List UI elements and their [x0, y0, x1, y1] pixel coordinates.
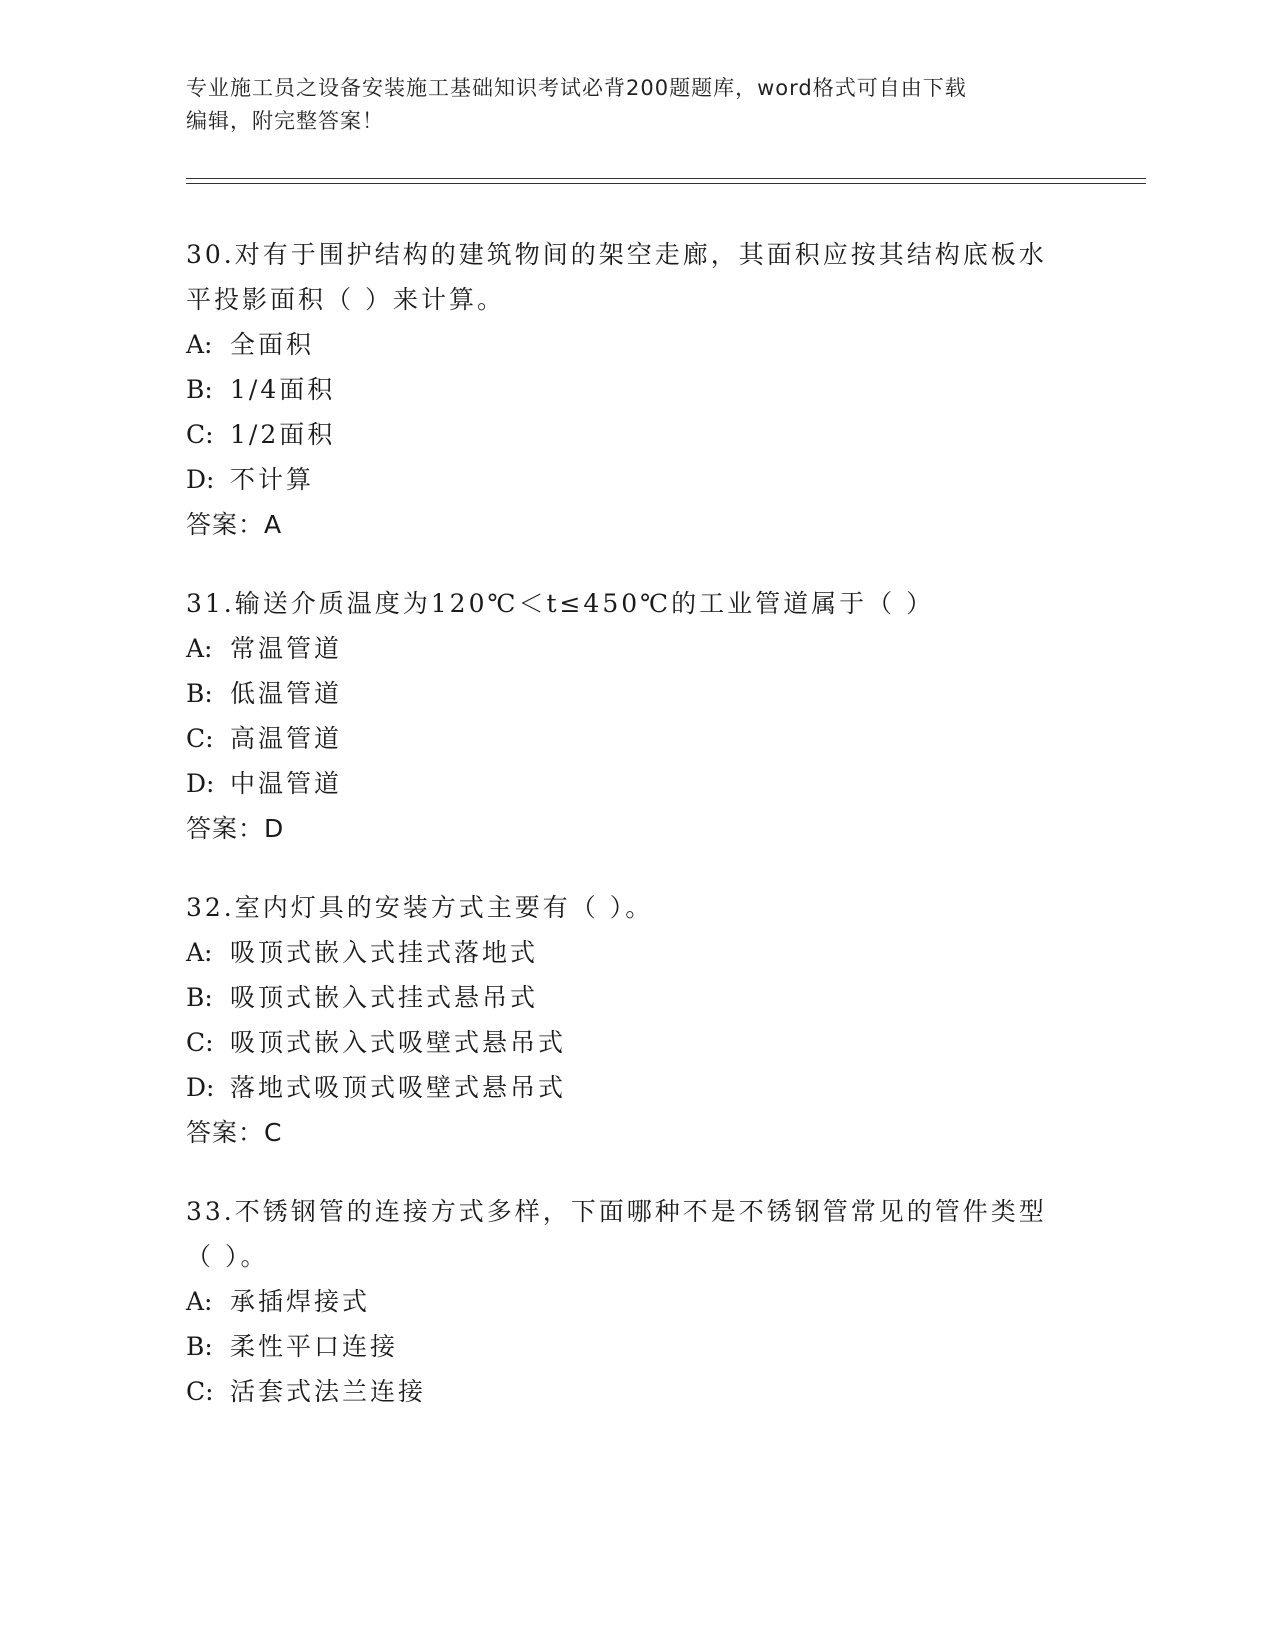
answer-line: 答案：C — [186, 1118, 283, 1147]
option-text: 不计算 — [230, 465, 315, 494]
answer-option — [186, 1065, 1086, 1110]
option-key: B: — [186, 375, 213, 404]
header-line-2: 编辑，附完整答案！ — [186, 109, 384, 133]
answer-option — [186, 457, 1086, 502]
option-text: 常温管道 — [230, 634, 343, 663]
option-key: D: — [186, 465, 215, 494]
option-key: C: — [186, 1028, 214, 1057]
answer-option — [186, 671, 1086, 716]
option-text: 吸顶式嵌入式吸壁式悬吊式 — [230, 1028, 567, 1057]
option-text: 承插焊接式 — [230, 1287, 371, 1316]
option-key: B: — [186, 1332, 213, 1361]
answer-option — [186, 1324, 1086, 1369]
question-stem-line: 30.对有于围护结构的建筑物间的架空走廊，其面积应按其结构底板水 — [186, 240, 1047, 269]
header-divider-bottom — [186, 183, 1146, 184]
question-stem-line: 31.输送介质温度为120℃＜t≤450℃的工业管道属于（ ） — [186, 589, 935, 618]
option-text: 吸顶式嵌入式挂式悬吊式 — [230, 983, 539, 1012]
option-text: 高温管道 — [230, 724, 343, 753]
option-text: 1/2面积 — [230, 420, 336, 449]
option-key: D: — [186, 1073, 215, 1102]
answer-option — [186, 1020, 1086, 1065]
answer-option — [186, 716, 1086, 761]
option-key: C: — [186, 724, 214, 753]
question-block — [186, 885, 1086, 1155]
option-key: C: — [186, 420, 214, 449]
option-key: A: — [186, 330, 213, 359]
option-key: B: — [186, 679, 213, 708]
question-stem-line: 32.室内灯具的安装方式主要有（ ）。 — [186, 893, 654, 922]
question-block — [186, 581, 1086, 851]
header-line-1: 专业施工员之设备安装施工基础知识考试必背200题题库，word格式可自由下载 — [186, 76, 967, 100]
document-header — [186, 72, 1066, 138]
answer-option — [186, 322, 1086, 367]
question-block — [186, 232, 1086, 547]
answer-line: 答案：A — [186, 510, 283, 539]
answer-option — [186, 367, 1086, 412]
option-key: C: — [186, 1377, 214, 1406]
answer-option — [186, 1279, 1086, 1324]
question-list — [186, 232, 1086, 1448]
option-text: 中温管道 — [230, 769, 343, 798]
question-stem-line: （ ）。 — [186, 1242, 269, 1271]
answer-option — [186, 930, 1086, 975]
option-text: 柔性平口连接 — [230, 1332, 399, 1361]
header-divider-top — [186, 178, 1146, 179]
option-text: 全面积 — [230, 330, 315, 359]
option-text: 活套式法兰连接 — [230, 1377, 427, 1406]
answer-option — [186, 412, 1086, 457]
option-key: B: — [186, 983, 213, 1012]
answer-line: 答案：D — [186, 814, 285, 843]
answer-option — [186, 1369, 1086, 1414]
question-stem-line: 33.不锈钢管的连接方式多样，下面哪种不是不锈钢管常见的管件类型 — [186, 1197, 1047, 1226]
option-text: 落地式吸顶式吸壁式悬吊式 — [230, 1073, 567, 1102]
option-key: A: — [186, 634, 213, 663]
option-text: 低温管道 — [230, 679, 343, 708]
option-key: A: — [186, 1287, 213, 1316]
answer-option — [186, 975, 1086, 1020]
answer-option — [186, 626, 1086, 671]
question-stem-line: 平投影面积（ ）来计算。 — [186, 285, 505, 314]
option-text: 吸顶式嵌入式挂式落地式 — [230, 938, 539, 967]
option-key: D: — [186, 769, 215, 798]
question-block — [186, 1189, 1086, 1414]
answer-option — [186, 761, 1086, 806]
option-key: A: — [186, 938, 213, 967]
option-text: 1/4面积 — [230, 375, 336, 404]
